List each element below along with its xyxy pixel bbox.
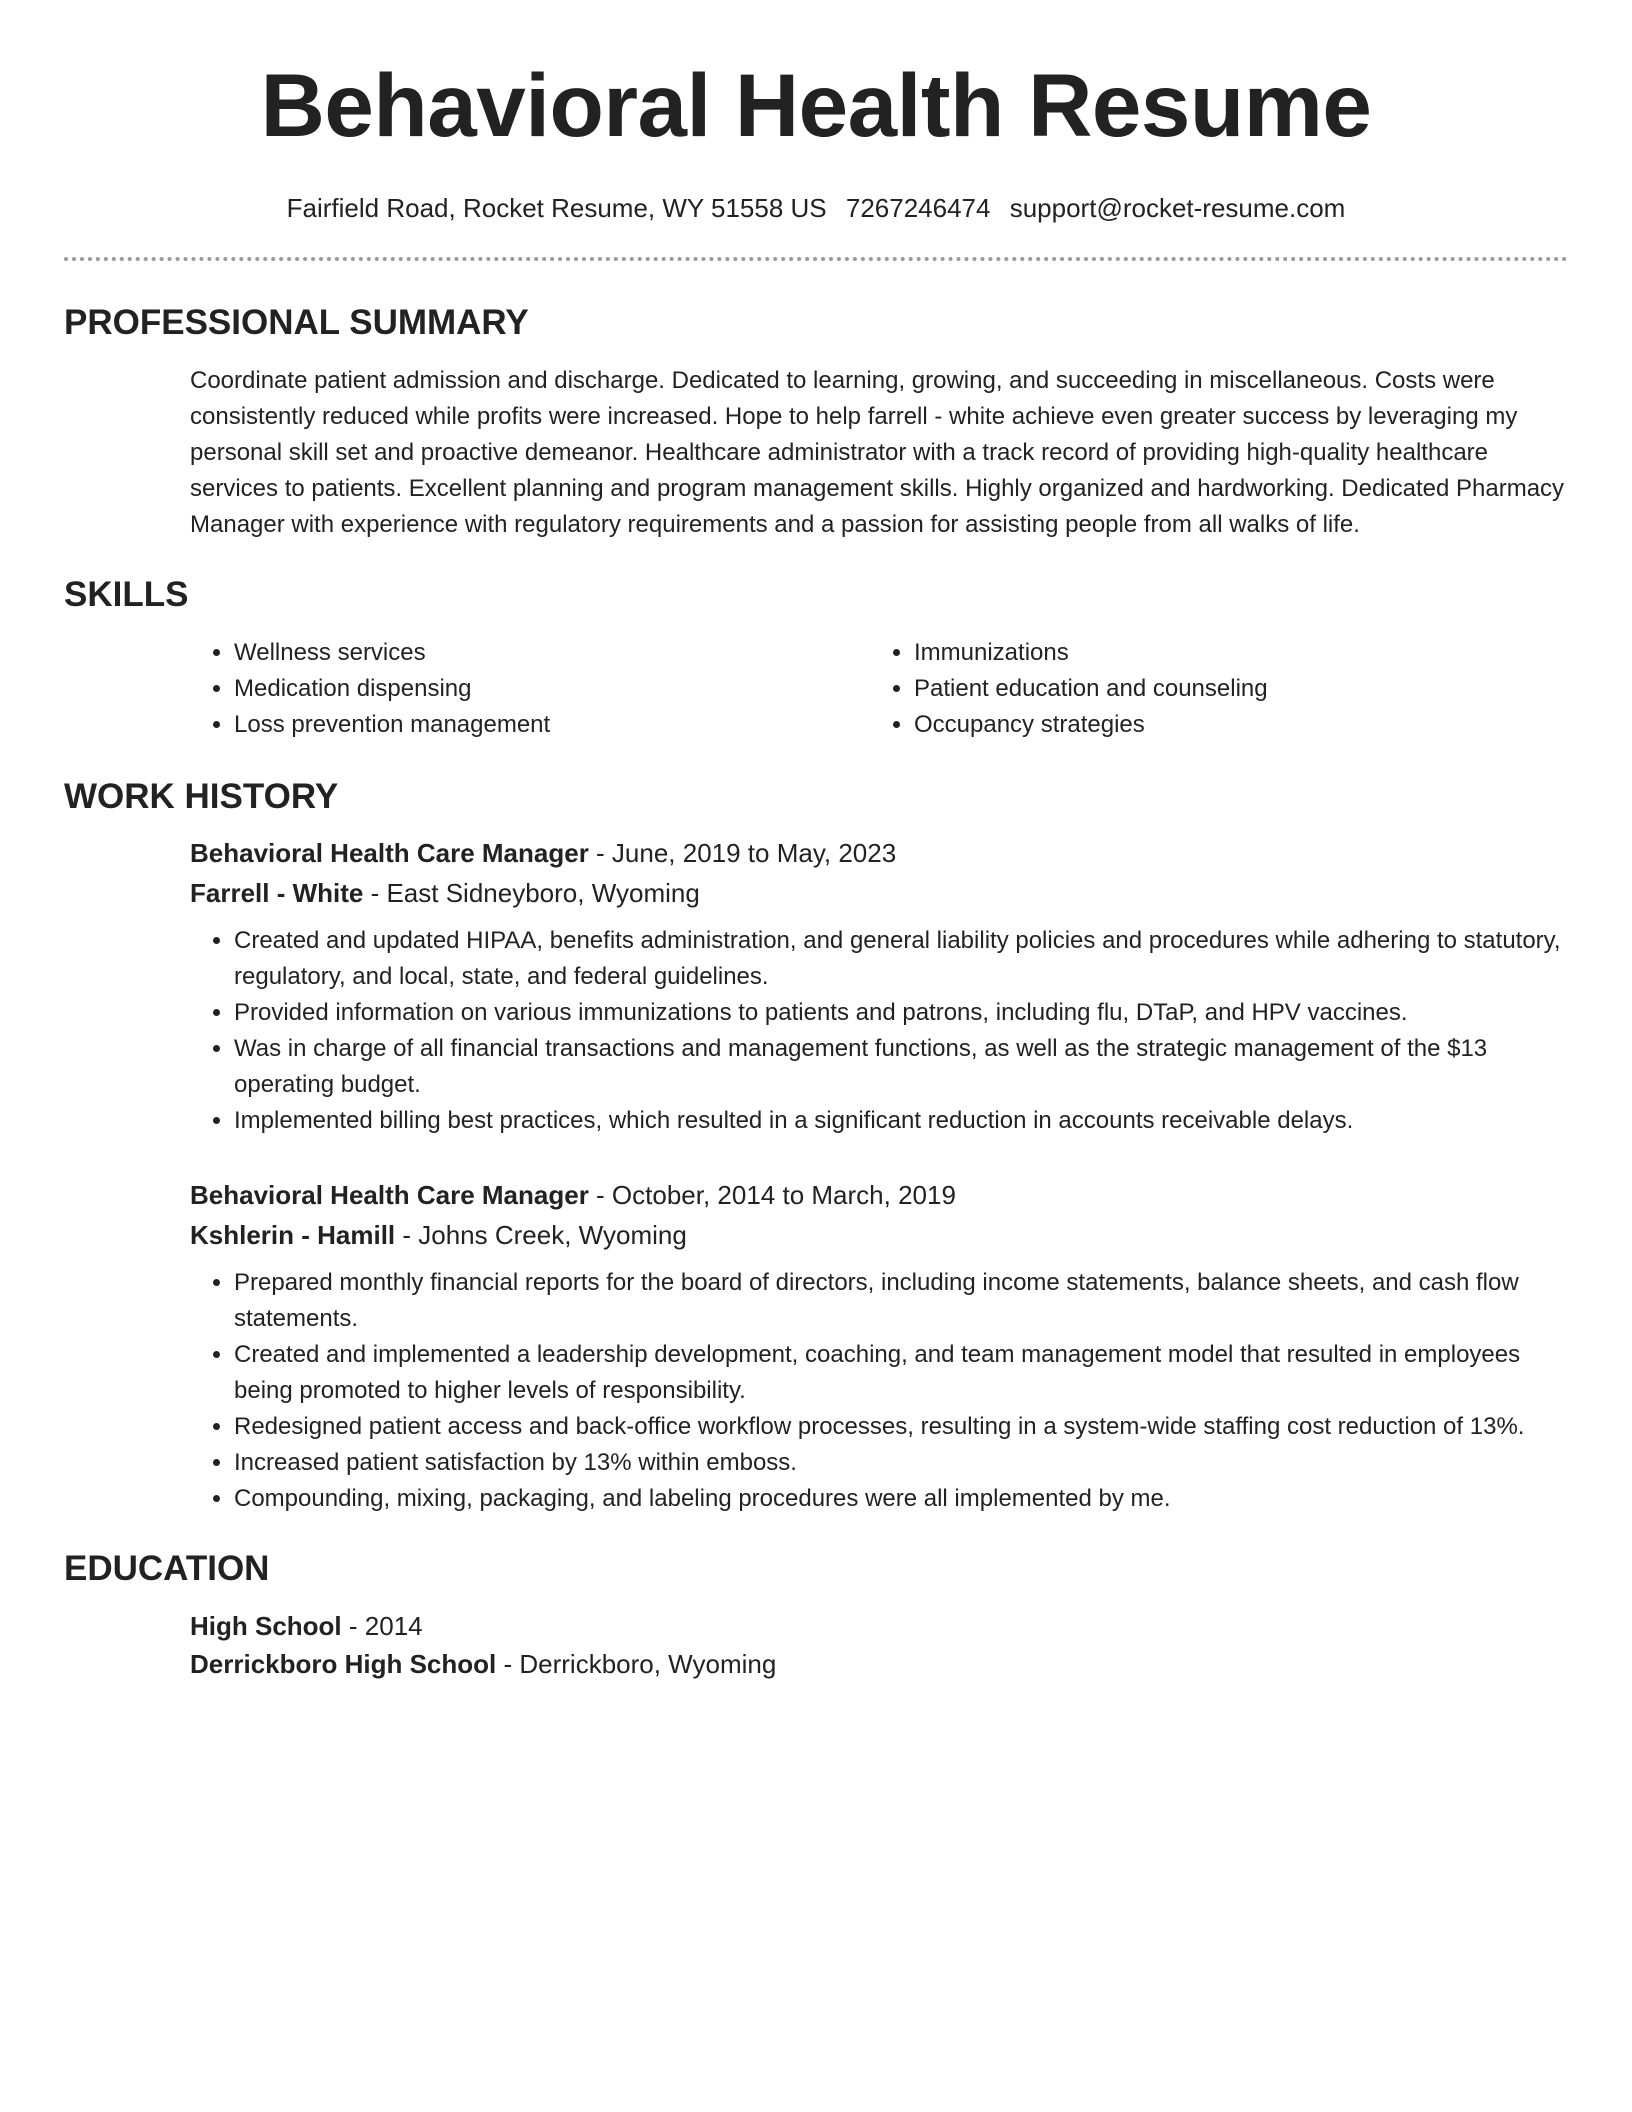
- summary-body: [190, 363, 1568, 543]
- education-body: [190, 1607, 1568, 1683]
- education-heading: EDUCATION: [64, 1549, 270, 1588]
- job-title-line: [190, 833, 1568, 873]
- job-bullet: • Increased patient satisfaction by 13% within emboss.: [234, 1445, 1568, 1481]
- skill-item: • Patient education and counseling: [914, 671, 1550, 707]
- job-company-line: [190, 1215, 1568, 1255]
- job-dates: - October, 2014 to March, 2019: [588, 1180, 956, 1210]
- job-bullet: • Redesigned patient access and back-office workflow processes, resulting in a system-wide staffing cost reduction of 13%.: [234, 1409, 1568, 1445]
- education-section: [64, 1547, 1568, 1683]
- contact-email: support@rocket-resume.com: [1009, 193, 1346, 223]
- job-entry: [190, 1175, 1568, 1517]
- skill-item: • Occupancy strategies: [914, 707, 1550, 743]
- job-bullets: [190, 1265, 1568, 1517]
- skill-item: • Immunizations: [914, 635, 1550, 671]
- job-role: Behavioral Health Care Manager: [190, 838, 589, 868]
- skills-column-left: [190, 635, 870, 743]
- resume-header: [64, 0, 1568, 226]
- contact-line: [64, 190, 1568, 226]
- education-school: Derrickboro High School: [190, 1649, 497, 1679]
- job-bullet: • Created and implemented a leadership development, coaching, and team management model that resulted in employees being promoted to higher levels of responsibility.: [234, 1337, 1568, 1409]
- skill-item: • Medication dispensing: [234, 671, 870, 707]
- job-bullets: [190, 923, 1568, 1139]
- resume-title: Behavioral Health Resume: [260, 55, 1372, 155]
- job-bullet: • Compounding, mixing, packaging, and labeling procedures were all implemented by me.: [234, 1481, 1568, 1517]
- education-location: - Derrickboro, Wyoming: [496, 1649, 777, 1679]
- job-bullet: • Created and updated HIPAA, benefits administration, and general liability policies and procedures while adhering to statutory, regulatory, and local, state, and federal guidelines.: [234, 923, 1568, 995]
- skills-grid: [190, 635, 1568, 743]
- job-company-line: [190, 873, 1568, 913]
- education-degree-line: [190, 1607, 1568, 1645]
- summary-section: [64, 301, 1568, 543]
- job-location: - Johns Creek, Wyoming: [395, 1220, 687, 1250]
- job-role: Behavioral Health Care Manager: [190, 1180, 589, 1210]
- education-year: - 2014: [341, 1611, 423, 1641]
- contact-address: Fairfield Road, Rocket Resume, WY 51558 US: [286, 193, 827, 223]
- job-company: Farrell - White: [190, 878, 364, 908]
- job-bullet: • Implemented billing best practices, which resulted in a significant reduction in accounts receivable delays.: [234, 1103, 1568, 1139]
- header-divider: [64, 257, 1568, 261]
- job-company: Kshlerin - Hamill: [190, 1220, 396, 1250]
- job-title-line: [190, 1175, 1568, 1215]
- skill-item: • Wellness services: [234, 635, 870, 671]
- job-location: - East Sidneyboro, Wyoming: [363, 878, 700, 908]
- summary-text: Coordinate patient admission and discharge. Dedicated to learning, growing, and succeeding in miscellaneous. Costs were consistently reduced while profits were increased. Hope to help farrell - white achieve even greater success by leveraging my personal skill set and proactive demeanor. Healthcare administrator with a track record of providing high-quality healthcare services to patients. Excellent planning and program management skills. Highly organized and hardworking. Dedicated Pharmacy Manager with experience with regulatory requirements and a passion for assisting people from all walks of life.: [190, 367, 1565, 538]
- skills-column-right: [870, 635, 1550, 743]
- work-section: [64, 775, 1568, 1517]
- work-body: [190, 833, 1568, 1517]
- job-entry: [190, 833, 1568, 1139]
- education-degree: High School: [190, 1611, 342, 1641]
- job-bullet: • Prepared monthly financial reports for the board of directors, including income statements, balance sheets, and cash flow statements.: [234, 1265, 1568, 1337]
- skills-section: [64, 573, 1568, 743]
- work-heading: WORK HISTORY: [64, 777, 339, 816]
- summary-heading: PROFESSIONAL SUMMARY: [64, 303, 529, 342]
- contact-phone: 7267246474: [845, 193, 991, 223]
- skills-heading: SKILLS: [64, 575, 189, 614]
- education-school-line: [190, 1645, 1568, 1683]
- job-bullet: • Provided information on various immunizations to patients and patrons, including flu, DTaP, and HPV vaccines.: [234, 995, 1568, 1031]
- job-dates: - June, 2019 to May, 2023: [588, 838, 897, 868]
- job-bullet: • Was in charge of all financial transactions and management functions, as well as the strategic management of the $13 operating budget.: [234, 1031, 1568, 1103]
- skill-item: • Loss prevention management: [234, 707, 870, 743]
